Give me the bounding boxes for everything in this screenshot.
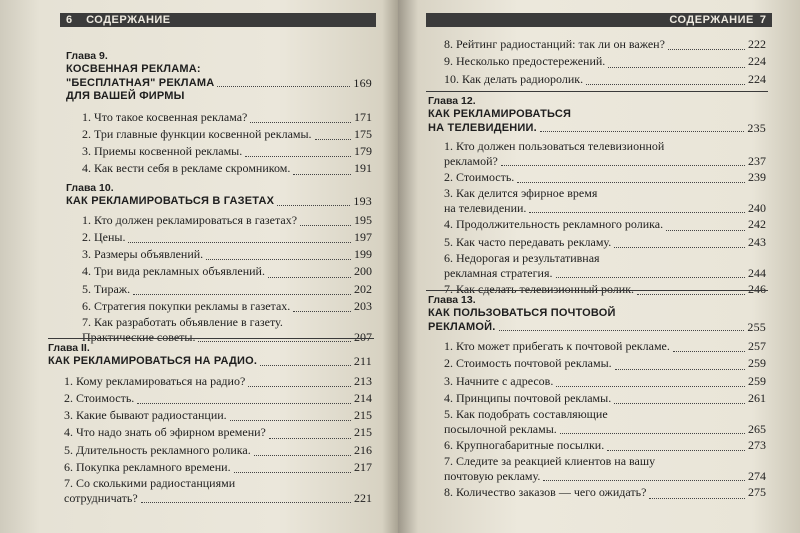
toc-entry: 1. Что такое косвенная реклама? 171 — [82, 109, 372, 124]
toc-entry: 2. Три главные функции косвенной рекламы. 175 — [82, 126, 372, 141]
toc-entry: 4. Продолжительность рекламного ролика. 242 — [444, 217, 766, 232]
toc-entry: 6. Покупка рекламного времени. 217 — [64, 459, 372, 474]
chapter-title-line: КАК ПОЛЬЗОВАТЬСЯ ПОЧТОВОЙ — [428, 307, 616, 319]
chapter-page: 169 — [353, 75, 372, 90]
chapter-page: 235 — [747, 120, 766, 135]
chapter-page: 255 — [747, 319, 766, 334]
toc-entry-line: 7. Следите за реакцией клиентов на вашу — [444, 454, 656, 469]
toc-entry: рекламная стратегия. 244 — [444, 265, 766, 280]
chapter-9 — [66, 50, 372, 178]
toc-entry: 4. Что надо знать об эфирном времени? 215 — [64, 425, 372, 440]
chapter-10 — [66, 182, 372, 345]
toc-entry-line: 6. Недорогая и результативная — [444, 250, 600, 265]
chapter-title-line: ДЛЯ ВАШЕЙ ФИРМЫ — [66, 90, 185, 102]
chapter-label: Глава 12. — [428, 95, 476, 107]
right-page-number: 7 — [759, 14, 766, 26]
toc-entry: 5. Тираж. 202 — [82, 281, 372, 296]
toc-entry: 3. Начните с адресов. 259 — [444, 373, 766, 388]
toc-entry: 1. Кому рекламироваться на радио? 213 — [64, 373, 372, 388]
toc-entry: 3. Размеры объявлений. 199 — [82, 247, 372, 262]
toc-entry: почтовую рекламу. 274 — [444, 469, 766, 484]
toc-entry: 3. Какие бывают радиостанции. 215 — [64, 408, 372, 423]
chapter-label: Глава II. — [48, 342, 90, 354]
chapter-label: Глава 13. — [428, 294, 476, 306]
left-running-header — [60, 13, 376, 27]
left-header-title: СОДЕРЖАНИЕ — [86, 14, 171, 26]
chapter-title-line: РЕКЛАМОЙ. 255 — [428, 319, 766, 334]
toc-entry: 4. Принципы почтовой рекламы. 261 — [444, 390, 766, 405]
chapter-label: Глава 9. — [66, 50, 108, 62]
toc-entry: 2. Цены. 197 — [82, 229, 372, 244]
toc-entry: 4. Как вести себя в рекламе скромником. 191 — [82, 161, 372, 176]
toc-entry: 7. Как сделать телевизионный ролик. 246 — [444, 281, 766, 296]
toc-entry: 2. Стоимость. 214 — [64, 390, 372, 405]
chapter-label: Глава 10. — [66, 182, 114, 194]
left-page-number: 6 — [66, 14, 73, 26]
chapter-title-line: НА ТЕЛЕВИДЕНИИ. 235 — [428, 120, 766, 135]
toc-entry: 5. Как часто передавать рекламу. 243 — [444, 234, 766, 249]
toc-entry-line: 7. Со сколькими радиостанциями — [64, 476, 236, 491]
right-page — [398, 0, 800, 533]
toc-entry: рекламой? 237 — [444, 154, 766, 168]
toc-entry: сотрудничать? 221 — [64, 491, 372, 506]
toc-entry: на телевидении. 240 — [444, 201, 766, 216]
chapter-page: 211 — [353, 354, 372, 368]
chapter-title-line: КАК РЕКЛАМИРОВАТЬСЯ — [428, 108, 572, 120]
chapter-11 — [48, 342, 372, 506]
chapter-title-line: "БЕСПЛАТНАЯ" РЕКЛАМА 169 — [66, 75, 372, 90]
section-divider — [426, 290, 768, 291]
toc-entry: 8. Количество заказов — чего ожидать? 275 — [444, 485, 766, 500]
right-running-header — [426, 13, 772, 27]
toc-entry: 8. Рейтинг радиостанций: так ли он важен? 222 — [444, 37, 766, 51]
right-header-title: СОДЕРЖАНИЕ — [669, 14, 754, 26]
toc-entry: 10. Как делать радиоролик. 224 — [444, 71, 766, 86]
toc-entry: 5. Длительность рекламного ролика. 216 — [64, 442, 372, 457]
toc-entry: 9. Несколько предостережений. 224 — [444, 54, 766, 69]
toc-entry: 1. Кто может прибегать к почтовой рекламе. 257 — [444, 339, 766, 353]
left-page — [0, 0, 398, 533]
chapter-title-line: КАК РЕКЛАМИРОВАТЬСЯ НА РАДИО. 211 — [48, 354, 372, 368]
toc-entry-line: 3. Как делится эфирное время — [444, 186, 598, 201]
chapter-12 — [428, 95, 766, 298]
section-divider — [426, 91, 768, 92]
toc-entry: 6. Крупногабаритные посылки. 273 — [444, 438, 766, 453]
chapter-page: 193 — [353, 194, 372, 208]
toc-entry: 1. Кто должен рекламироваться в газетах? 195 — [82, 212, 372, 227]
toc-entry-line: 5. Как подобрать составляющие — [444, 407, 608, 422]
toc-entry: 4. Три вида рекламных объявлений. 200 — [82, 264, 372, 279]
toc-entry-line: 1. Кто должен пользоваться телевизионной — [444, 139, 665, 153]
toc-entry: 2. Стоимость. 239 — [444, 170, 766, 184]
toc-entry: 3. Приемы косвенной рекламы. 179 — [82, 144, 372, 159]
chapter-title-line: КОСВЕННАЯ РЕКЛАМА: — [66, 63, 201, 75]
toc-entry-line: 7. Как разработать объявление в газету. — [82, 315, 283, 330]
toc-entry: 2. Стоимость почтовой рекламы. 259 — [444, 356, 766, 371]
toc-entry: Практические советы. 207 — [82, 330, 372, 345]
chapter-title-line: КАК РЕКЛАМИРОВАТЬСЯ В ГАЗЕТАХ 193 — [66, 194, 372, 208]
section-divider — [48, 338, 374, 339]
chapter-11-continued — [428, 36, 766, 88]
toc-entry: 6. Стратегия покупки рекламы в газетах. 203 — [82, 298, 372, 313]
chapter-13 — [428, 294, 766, 502]
toc-entry: посылочной рекламы. 265 — [444, 422, 766, 437]
